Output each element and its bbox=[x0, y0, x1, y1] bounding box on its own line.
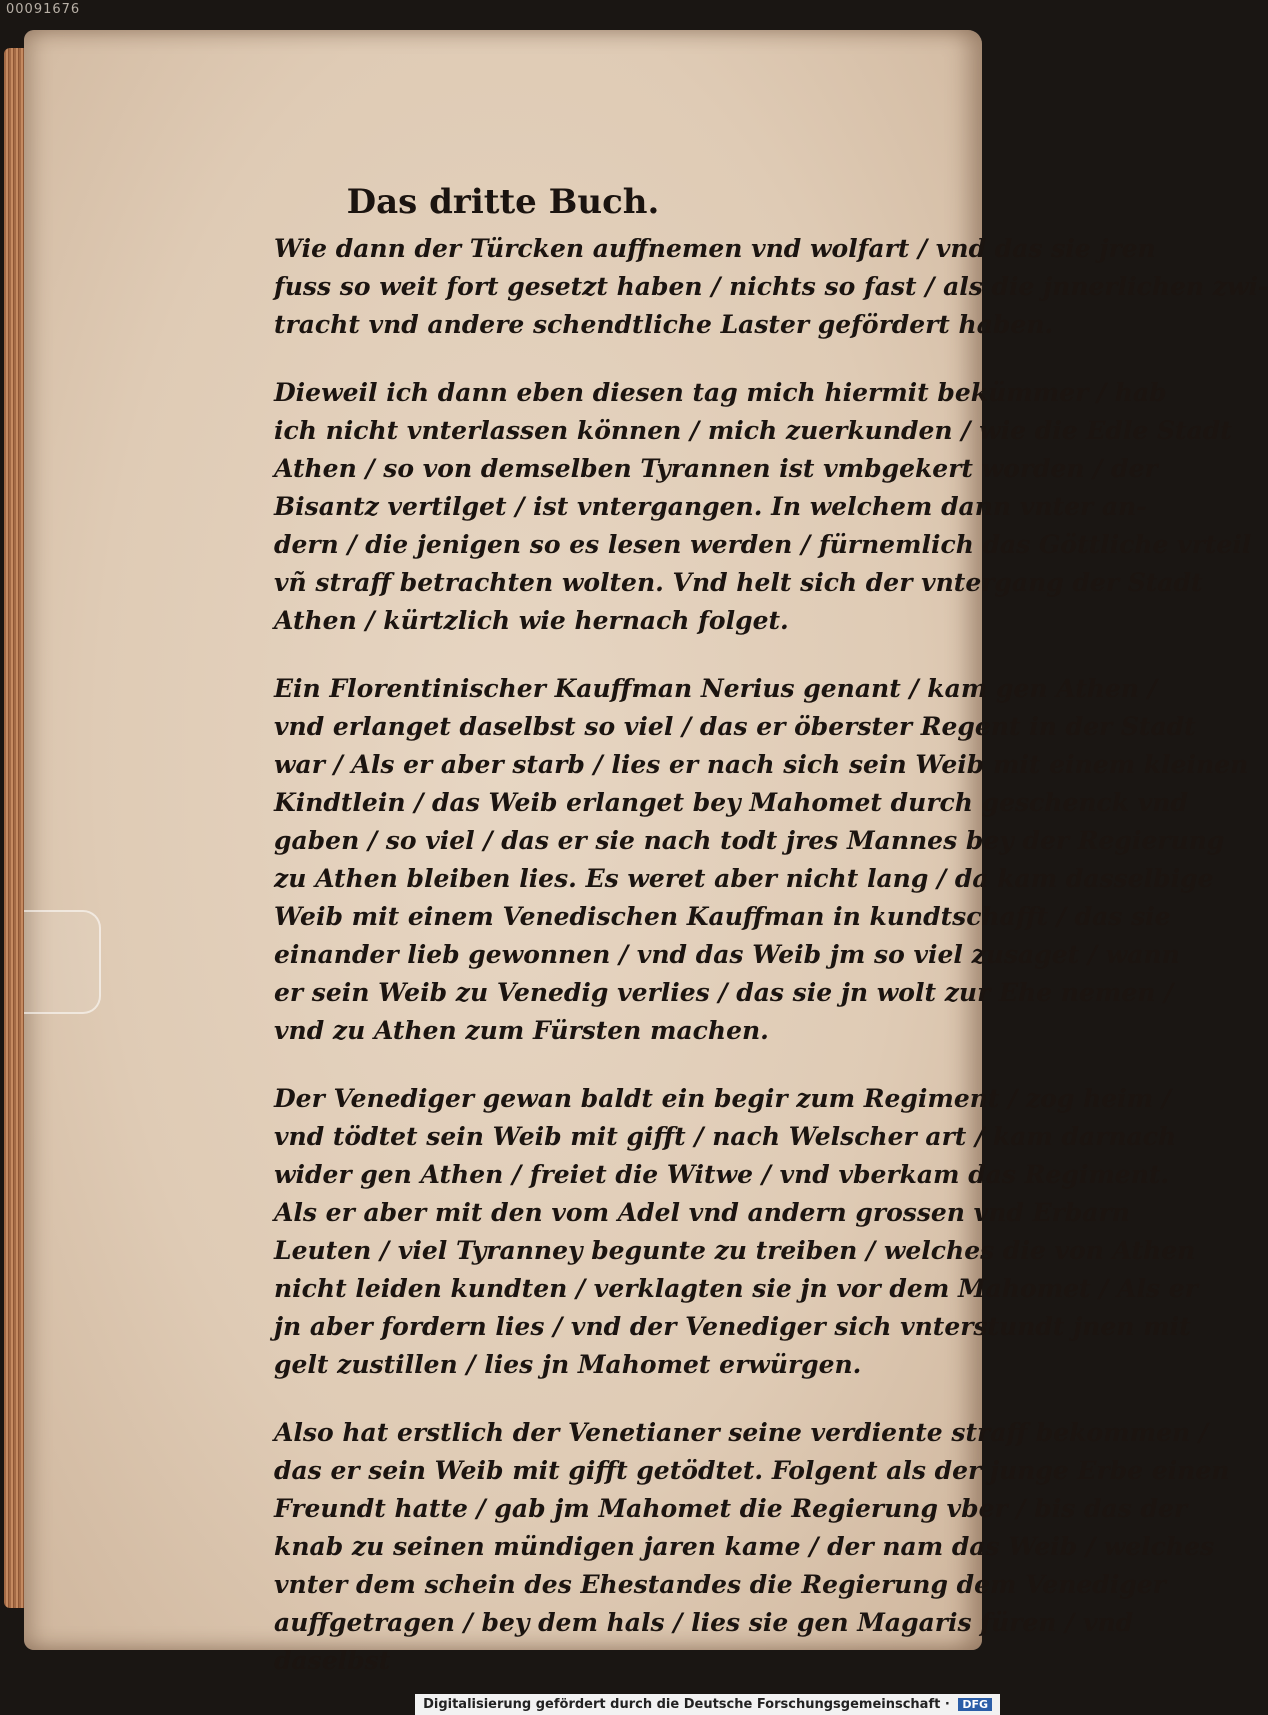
text-line: Also hat erstlich der Venetianer seine verdiente straff bekommen / bbox=[274, 1418, 1208, 1447]
text-line: Athen / so von demselben Tyrannen ist vmbgekert worden / der bbox=[274, 454, 1158, 483]
text-line: vñ straff betrachten wolten. Vnd helt sich der vntergang der Stadt bbox=[274, 568, 1203, 597]
paragraph bbox=[274, 1414, 1230, 1680]
page-clip bbox=[24, 910, 101, 1014]
text-line: Leuten / viel Tyranney begunte zu treiben / welches die von Athen bbox=[274, 1236, 1196, 1265]
text-line: einander lieb gewonnen / vnd das Weib jm so viel zusaget / wann bbox=[274, 940, 1180, 969]
paragraph bbox=[274, 1080, 1198, 1384]
text-line: dern / die jenigen so es lesen werden / fürnemlich das Göttliche vrteil bbox=[274, 530, 1252, 559]
text-line: nicht leiden kundten / verklagten sie jn vor dem Mahomet / Als er bbox=[274, 1274, 1198, 1303]
credit-text: Digitalisierung gefördert durch die Deutsche Forschungsgemeinschaft · bbox=[423, 1697, 950, 1712]
text-line: war / Als er aber starb / lies er nach sich sein Weib mit einem kleinen bbox=[274, 750, 1249, 779]
text-line: Der Venediger gewan baldt ein begir zum Regiment / zog heim / bbox=[274, 1084, 1171, 1113]
text-line: jn aber fordern lies / vnd der Venediger sich vnterstundt jnen mit bbox=[274, 1312, 1191, 1341]
dfg-logo: DFG bbox=[958, 1698, 992, 1711]
text-line: Wie dann der Türcken auffnemen vnd wolfart / vnd das sie jren bbox=[274, 234, 1156, 263]
text-line: tracht vnd andere schendtliche Laster gefördert haben. bbox=[274, 310, 1054, 339]
shelfmark: 00091676 bbox=[6, 2, 81, 17]
paragraph bbox=[274, 230, 1268, 344]
text-line: Kindtlein / das Weib erlanget bey Mahomet durch geschenck vnd bbox=[274, 788, 1188, 817]
text-line: wider gen Athen / freiet die Witwe / vnd vberkam das Regiment. bbox=[274, 1160, 1170, 1189]
text-line: zu Athen bleiben lies. Es weret aber nicht lang / da kam dasselbige bbox=[274, 864, 1214, 893]
text-line: gelt zustillen / lies jn Mahomet erwürgen. bbox=[274, 1350, 862, 1379]
text-line: knab zu seinen mündigen jaren kame / der nam das Weib / welches bbox=[274, 1532, 1215, 1561]
text-line: Weib mit einem Venedischen Kauffman in kundtschafft / das sie bbox=[274, 902, 1171, 931]
text-line: gaben / so viel / das er sie nach todt jres Mannes bey der Regierung bbox=[274, 826, 1225, 855]
text-line: Dieweil ich dann eben diesen tag mich hiermit bekümmer / hab bbox=[274, 378, 1167, 407]
text-line: ich nicht vnterlassen können / mich zuerkunden / wie die Edle Stadt bbox=[274, 416, 1232, 445]
paragraph bbox=[274, 670, 1249, 1050]
text-line: fuss so weit fort gesetzt haben / nichts so fast / als die jnnerlichen zwi- bbox=[274, 272, 1268, 301]
text-line: vnd erlanget daselbst so viel / das er öberster Regent in der Stadt bbox=[274, 712, 1196, 741]
catchword: daselbst bbox=[274, 1646, 391, 1675]
text-line: Ein Florentinischer Kauffman Nerius genant / kam gen Athen / bbox=[274, 674, 1157, 703]
digitization-credit bbox=[415, 1694, 1000, 1715]
text-line: vnd tödtet sein Weib mit gifft / nach Welscher art / kam darnach bbox=[274, 1122, 1177, 1151]
text-line: er sein Weib zu Venedig verlies / das sie jn wolt zur Ehe nemen / bbox=[274, 978, 1174, 1007]
text-line: Athen / kürtzlich wie hernach folget. bbox=[274, 606, 789, 635]
page-text bbox=[274, 230, 1268, 1680]
text-line: vnd zu Athen zum Fürsten machen. bbox=[274, 1016, 769, 1045]
text-line: auffgetragen / bey dem hals / lies sie gen Magaris füren / vnd bbox=[274, 1608, 1134, 1637]
text-line: Als er aber mit den vom Adel vnd andern grossen vnd Erbarn bbox=[274, 1198, 1130, 1227]
running-head: Das dritte Buch. bbox=[346, 182, 660, 222]
paragraph bbox=[274, 374, 1252, 640]
book-page bbox=[24, 30, 1268, 1675]
text-line: das er sein Weib mit gifft getödtet. Folgent als der junge Erbe einen bbox=[274, 1456, 1230, 1485]
text-line: Bisantz vertilget / ist vntergangen. In welchem dann vnter an- bbox=[274, 492, 1147, 521]
text-line: vnter dem schein des Ehestandes die Regierung dem Venediger bbox=[274, 1570, 1166, 1599]
text-line: Freundt hatte / gab jm Mahomet die Regierung vber / bis das der bbox=[274, 1494, 1188, 1523]
